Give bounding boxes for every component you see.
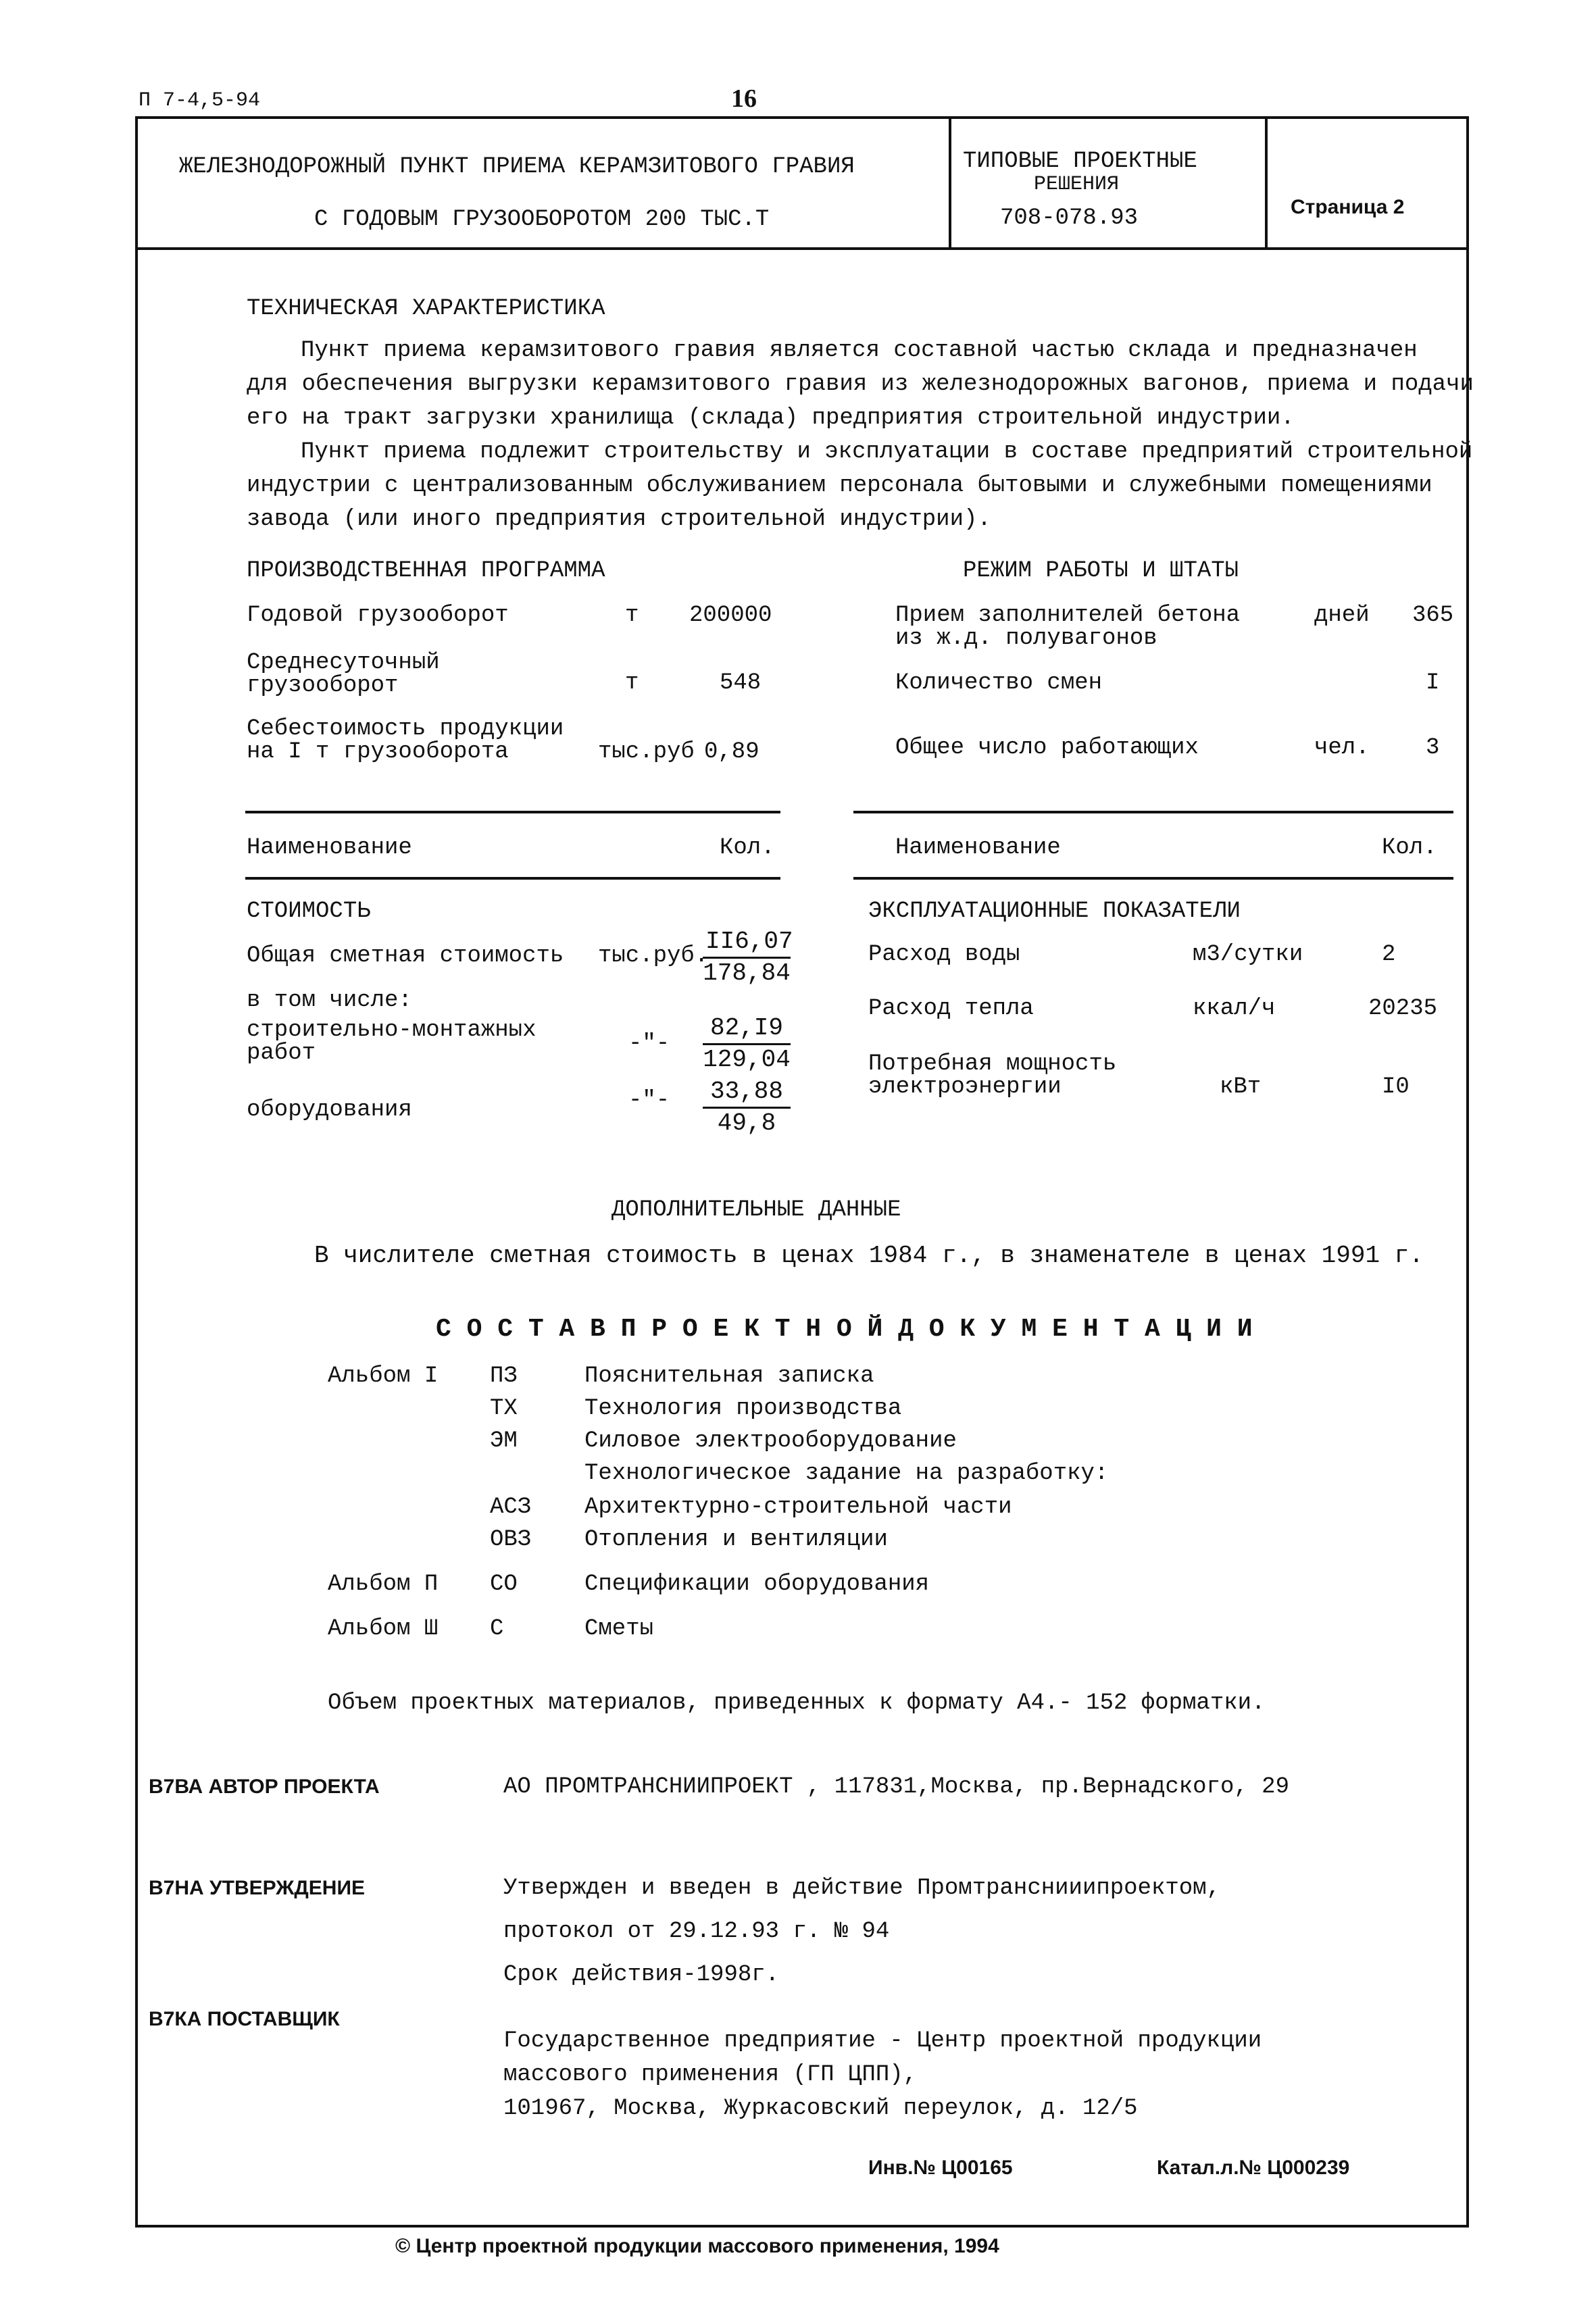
ops-row-label: Расход тепла [868, 996, 1034, 1022]
program-heading: ПРОИЗВОДСТВЕННАЯ ПРОГРАММА [247, 558, 605, 584]
composition-album: Альбом I [328, 1363, 439, 1389]
composition-text: Пояснительная записка [584, 1363, 874, 1389]
tech-p1-line2: для обеспечения выгрузки керамзитового гравия из железнодорожных вагонов, приема и подачи [247, 372, 1474, 397]
composition-code: С [490, 1616, 504, 1642]
tech-p2-line2: индустрии с централизованным обслуживанием персонала бытовыми и служебными помещениями [247, 473, 1432, 499]
composition-code: ЭМ [490, 1428, 518, 1454]
program-row-label: Среднесуточный [247, 650, 440, 676]
program-row-label2: на I т грузооборота [247, 739, 509, 765]
series-line2: РЕШЕНИЯ [1034, 173, 1120, 196]
composition-text: Технологическое задание на разработку: [584, 1461, 1109, 1486]
cost-smr-unit: -"- [628, 1031, 670, 1057]
composition-text: Силовое электрооборудование [584, 1428, 957, 1454]
cost-col-qty: Кол. [720, 835, 775, 861]
ops-row-label: Потребная мощность [868, 1051, 1117, 1077]
composition-code: СО [490, 1571, 518, 1597]
ops-row-value: 20235 [1368, 996, 1438, 1022]
mode-heading: РЕЖИМ РАБОТЫ И ШТАТЫ [963, 558, 1239, 584]
ops-row-label: Расход воды [868, 942, 1020, 967]
series-line1: ТИПОВЫЕ ПРОЕКТНЫЕ [963, 149, 1197, 174]
composition-text: Сметы [584, 1616, 654, 1642]
composition-album: Альбом Ш [328, 1616, 439, 1642]
cost-smr-1991: 129,04 [703, 1046, 791, 1074]
page-number: 16 [731, 84, 757, 113]
mode-row-label: Количество смен [895, 670, 1103, 696]
inventory-number: Инв.№ Ц00165 [868, 2157, 1013, 2179]
program-row-value: 548 [720, 670, 762, 696]
approval-label: В7НА УТВЕРЖДЕНИЕ [149, 1877, 366, 1899]
author-label: В7ВА АВТОР ПРОЕКТА [149, 1776, 380, 1798]
cost-smr-label2: работ [247, 1040, 316, 1066]
mode-row-value: I [1426, 670, 1440, 696]
program-row-unit: т [625, 670, 639, 696]
cost-eq-fraction [703, 1077, 791, 1138]
author-text: АО ПРОМТРАНСНИИПРОЕКТ , 117831,Москва, пр.Вернадского, 29 [503, 1774, 1289, 1800]
cost-incl-label: в том числе: [247, 988, 412, 1013]
program-row-unit: тыс.руб [598, 739, 695, 765]
ops-row-unit: м3/сутки [1193, 942, 1303, 967]
composition-volume: Объем проектных материалов, приведенных к формату А4.- 152 форматки. [328, 1690, 1266, 1716]
copyright: © Центр проектной продукции массового применения, 1994 [395, 2235, 999, 2257]
composition-album: Альбом П [328, 1571, 439, 1597]
ops-row-unit: кВт [1220, 1074, 1262, 1100]
mode-row-unit: чел. [1314, 735, 1370, 761]
cost-top-rule [245, 811, 780, 813]
cost-total-1984: II6,07 [703, 927, 791, 959]
cost-smr-1984: 82,I9 [703, 1013, 791, 1045]
mode-row-unit: дней [1314, 603, 1370, 628]
ops-col-name: Наименование [895, 835, 1061, 861]
approval-line3: Срок действия-1998г. [503, 1962, 780, 1988]
supplier-line1: Государственное предприятие - Центр проектной продукции [503, 2028, 1262, 2054]
composition-code: АСЗ [490, 1494, 532, 1520]
extra-text: В числителе сметная стоимость в ценах 1984 г., в знаменателе в ценах 1991 г. [314, 1242, 1424, 1269]
ops-header-rule [853, 877, 1453, 880]
composition-code: ПЗ [490, 1363, 518, 1389]
cost-header-rule [245, 877, 780, 880]
composition-text: Архитектурно-строительной части [584, 1494, 1012, 1520]
mode-row-value: 365 [1412, 603, 1454, 628]
program-row-label: Себестоимость продукции [247, 716, 564, 742]
doc-code: П 7-4,5-94 [139, 89, 261, 112]
cost-total-1991: 178,84 [703, 959, 791, 987]
supplier-line2: массового применения (ГП ЦПП), [503, 2062, 918, 2088]
program-row-label: Годовой грузооборот [247, 603, 509, 628]
cost-heading: СТОИМОСТЬ [247, 899, 371, 924]
series-code: 708-078.93 [1000, 205, 1139, 231]
tech-p1-line3: его на тракт загрузки хранилища (склада) предприятия строительной индустрии. [247, 405, 1295, 431]
page-label: Страница 2 [1291, 196, 1405, 218]
tech-p2-line3: завода (или иного предприятия строительной индустрии). [247, 507, 991, 532]
ops-top-rule [853, 811, 1453, 813]
program-row-label2: грузооборот [247, 673, 399, 699]
program-row-unit: т [625, 603, 639, 628]
tech-heading: ТЕХНИЧЕСКАЯ ХАРАКТЕРИСТИКА [247, 296, 605, 322]
cost-smr-fraction [703, 1013, 791, 1075]
mode-row-label: Общее число работающих [895, 735, 1199, 761]
ops-row-label2: электроэнергии [868, 1074, 1062, 1100]
cost-eq-1984: 33,88 [703, 1077, 791, 1109]
approval-line2: протокол от 29.12.93 г. № 94 [503, 1919, 890, 1944]
supplier-label: В7КА ПОСТАВЩИК [149, 2008, 340, 2030]
mode-row-value: 3 [1426, 735, 1440, 761]
cost-total-unit: тыс.руб. [598, 943, 709, 969]
supplier-line3: 101967, Москва, Журкасовский переулок, д. 12/5 [503, 2096, 1138, 2121]
composition-heading: С О С Т А В П Р О Е К Т Н О Й Д О К У М Е Н Т А Ц И И [436, 1315, 1253, 1344]
composition-text: Технология производства [584, 1396, 902, 1422]
approval-line1: Утвержден и введен в действие Промтранснииипроектом, [503, 1876, 1220, 1901]
ops-heading: ЭКСПЛУАТАЦИОННЫЕ ПОКАЗАТЕЛИ [868, 899, 1241, 924]
ops-row-value: I0 [1382, 1074, 1410, 1100]
composition-code: ОВЗ [490, 1527, 532, 1553]
composition-text: Отопления и вентиляции [584, 1527, 888, 1553]
header-title-line2: С ГОДОВЫМ ГРУЗООБОРОТОМ 200 ТЫС.Т [314, 207, 770, 232]
program-row-value: 200000 [689, 603, 772, 628]
mode-row-label2: из ж.д. полувагонов [895, 626, 1157, 651]
cost-col-name: Наименование [247, 835, 412, 861]
composition-code: ТХ [490, 1396, 518, 1422]
cost-eq-label: оборудования [247, 1097, 412, 1123]
tech-p1-line1: Пункт приема керамзитового гравия является составной частью склада и предназначен [301, 338, 1418, 363]
cost-total-label: Общая сметная стоимость [247, 943, 564, 969]
header-title-line1: ЖЕЛЕЗНОДОРОЖНЫЙ ПУНКТ ПРИЕМА КЕРАМЗИТОВОГО ГРАВИЯ [179, 154, 855, 180]
cost-total-fraction [703, 927, 791, 988]
tech-p2-line1: Пункт приема подлежит строительству и эксплуатации в составе предприятий строительной [301, 439, 1473, 465]
ops-col-qty: Кол. [1382, 835, 1437, 861]
catalog-number: Катал.л.№ Ц000239 [1157, 2157, 1350, 2179]
extra-heading: ДОПОЛНИТЕЛЬНЫЕ ДАННЫЕ [612, 1197, 901, 1223]
ops-row-unit: ккал/ч [1193, 996, 1276, 1022]
program-row-value: 0,89 [704, 739, 759, 765]
ops-row-value: 2 [1382, 942, 1396, 967]
mode-row-label: Прием заполнителей бетона [895, 603, 1241, 628]
cost-smr-label: строительно-монтажных [247, 1017, 537, 1043]
cost-eq-unit: -"- [628, 1088, 670, 1113]
composition-text: Спецификации оборудования [584, 1571, 930, 1597]
cost-eq-1991: 49,8 [717, 1109, 776, 1137]
